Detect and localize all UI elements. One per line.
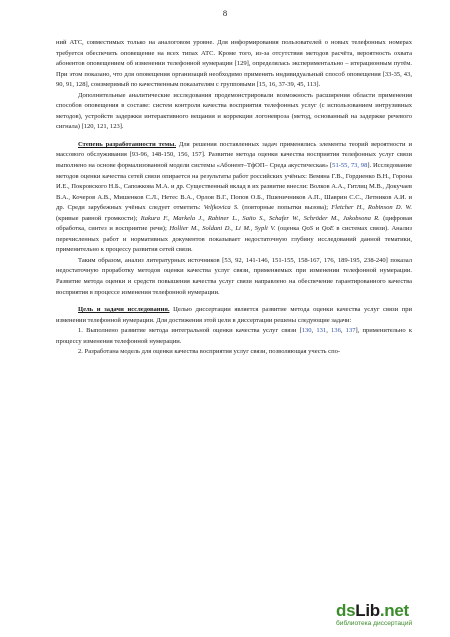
paragraph (56, 91, 412, 133)
reference-link[interactable]: 136 (331, 327, 341, 335)
paragraph (56, 38, 412, 91)
paragraph (56, 326, 412, 347)
text-run: ний АТС, совместимых только на аналоговом уровне. Для информирования пользователей о новых телефонных номерах требуется обеспечить оповещение на всех типах АТС. Кроме того, из-за отсутствия методов расчёта, вероятность охвата абонентов оповещением об изменении телефонной нумерации [129], определялась экспериментально – итерационным путём. При этом показано, что для оповещения организаций необходимо применять индивидуальный способ оповещения [33-35, 43, 90, 91, 128], соизмеримый по качественным показателям с групповыми [15, 16, 37-39, 45, 113]. (56, 39, 412, 89)
italic-text: QoE (321, 225, 334, 233)
logo-lib: Lib (355, 601, 380, 620)
text-run: Целью диссертации является развитие метода оценки качества услуг связи при изменении телефонной нумерации. Для достижения этой цели в диссертации решены следующие задачи: (56, 306, 412, 324)
paragraph (56, 140, 412, 256)
dslib-watermark[interactable] (330, 601, 442, 631)
text-run: в системах связи). Анализ перечисленных работ и нормативных документов показывает недостаточную глубину исследований данной тематики, применительно к процессу развития сетей связи. (56, 225, 413, 254)
italic-text: Hollier M., Soldani D., Li M., Sypli V. (169, 225, 276, 233)
italic-text: QoS (301, 225, 314, 233)
text-run: (повторные попытки вызова); (238, 204, 332, 212)
text-run: Таким образом, анализ литературных источников [53, 92, 141-146, 151-155, 158-167, 176, 189-195, 238-240] показал недостаточную проработку методов оценки качества услуг связи, применяемых при изменении телефонной нумерации. Развитие метода оценки и средств повышения качества услуг связи направлено на обеспечение гарантированного качества восприятия в процессе изменения телефонной нумерации. (56, 256, 412, 296)
logo-net: .net (379, 601, 409, 620)
paragraph (56, 347, 412, 358)
paragraph (56, 305, 412, 326)
text-run: , (311, 327, 317, 335)
section-heading: Цель и задачи исследования. (78, 306, 170, 314)
document-body (56, 38, 412, 358)
reference-link[interactable]: 137 (345, 327, 356, 335)
text-run: ]. Исследование методов оценки качества сетей связи опирается на результаты работ российских учёных: Вемяна Г.В., Гордиенко В.Н., Горона И.Е., Покровского Н.Б., Сапожкова М.А. и др. Существенный вклад в их развитие внесли: Волков А.А., Гитлиц М.В., Докучаев В.А., Кочеров А.В., Мишенков С.Л., Нетес В.А., Орлов В.Г., Попов О.Б., Пшеничников А.П., Шаврин С.С., Летников А.И. и др. Среди зарубежных учёных следует отметить: (56, 162, 412, 212)
dslib-logo (336, 601, 409, 621)
italic-text: Itakura F., Markela J., Rabiner L., Saito S., Schafer W., Schröder M., Jakobsona R. (140, 214, 380, 222)
text-run: , (326, 327, 332, 335)
text-run: , (340, 327, 346, 335)
logo-tagline: библиотека диссертаций (336, 620, 413, 627)
reference-link[interactable]: 51-55, 73, 98 (332, 162, 368, 170)
italic-text: Fletcher H., Robinson D. W. (331, 204, 413, 212)
paragraph (56, 256, 412, 298)
logo-ds: ds (336, 601, 356, 620)
text-run: 1. Выполнено развитие метода интегральной оценки качества услуг связи [ (78, 327, 302, 335)
text-run: (цифровая обработка, синтез и восприятие речи); (56, 214, 412, 233)
text-run: Для решения поставленных задач применялись элементы теорий вероятности и массового обслуживания [93-96, 148-150, 156, 157]. Развитие метода оценки качества восприятия телефонных услуг связи выполнено на основе формализованной модели системы «Абонент–ТфОП– Среда акустическая» [ (56, 140, 412, 170)
reference-link[interactable]: 130 (301, 327, 312, 335)
italic-text: Veljkovica S. (203, 204, 239, 212)
reference-link[interactable]: 131 (316, 327, 327, 335)
section-heading: Степень разработанности темы. (78, 140, 176, 148)
text-run: Дополнительные аналитические исследования продемонстрировали возможность расширения области применения способов оповещения в составе: систем контроля качества восприятия телефонных услуг (с использованием интрузивных методов), устройств задержки интерактивного вещания и коррекции логоневроза (метод, основанный на задержке речевого сигнала) [120, 121, 123]. (56, 91, 412, 131)
text-run: 2. Разработана модель для оценки качества восприятия услуг связи, позволяющая учесть спо- (78, 348, 341, 356)
text-run: и (313, 225, 322, 233)
page-number: 8 (222, 8, 228, 18)
text-run: (оценка (275, 225, 302, 233)
text-run: (кривые равной громкости); (56, 214, 141, 222)
text-run: ], применительно к процессу изменения телефонной нумерации. (56, 327, 412, 345)
